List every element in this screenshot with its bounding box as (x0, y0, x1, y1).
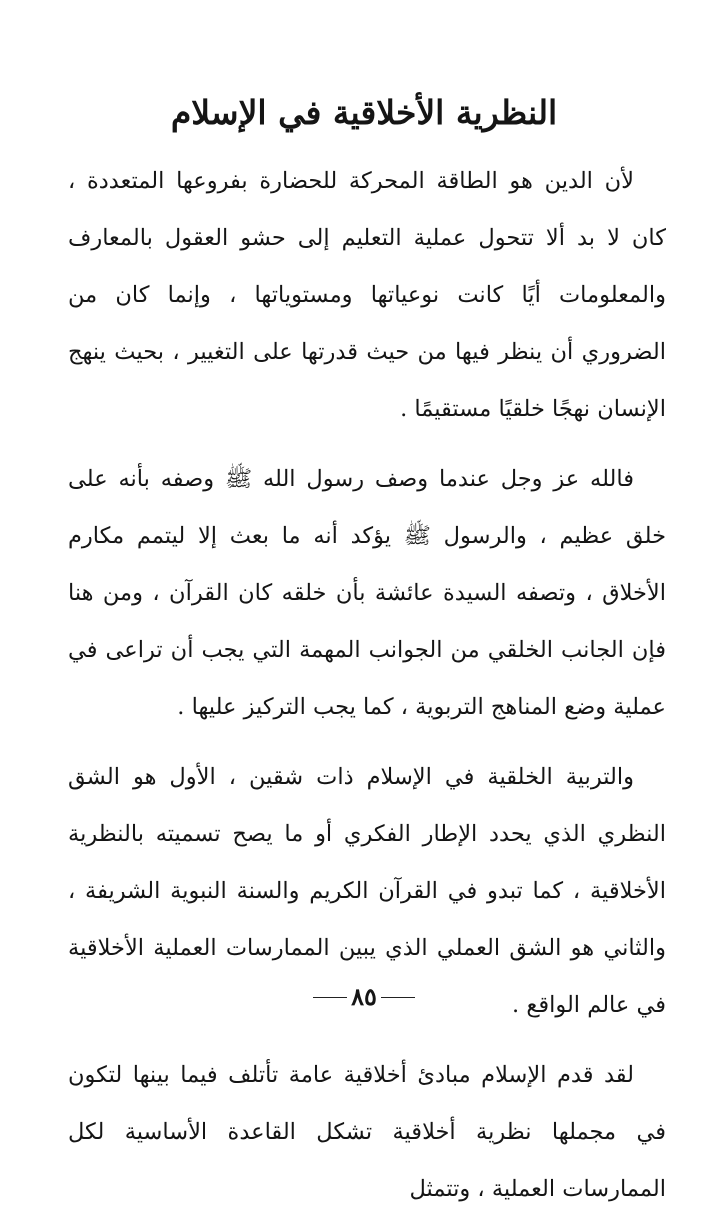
paragraph-3: والتربية الخلقية في الإسلام ذات شقين ، الأول هو الشق النظري الذي يحدد الإطار الفكري أو ما يصح تسميته بالنظرية الأخلاقية ، كما تبدو في القرآن الكريم والسنة النبوية الشريفة ، والثاني هو الشق العملي الذي يبين الممارسات العملية الأخلاقية في عالم الواقع . (68, 764, 666, 1018)
paragraph-1: لأن الدين هو الطاقة المحركة للحضارة بفروعها المتعددة ، كان لا بد ألا تتحول عملية التعليم إلى حشو العقول بالمعارف والمعلومات أيًا كانت نوعياتها ومستوياتها ، وإنما كان من الضروري أن ينظر فيها من حيث قدرتها على التغيير ، بحيث ينهج الإنسان نهجًا خلقيًا مستقيمًا . (68, 168, 666, 422)
footer-rule-left (313, 997, 347, 998)
paragraph-4: لقد قدم الإسلام مبادئ أخلاقية عامة تأتلف فيما بينها لتكون في مجملها نظرية أخلاقية تشكل القاعدة الأساسية لكل الممارسات العملية ، وتتمثل (68, 1062, 666, 1202)
footer-rule-right (381, 997, 415, 998)
paragraph-2: فالله عز وجل عندما وصف رسول الله ﷺ وصفه بأنه على خلق عظيم ، والرسول ﷺ يؤكد أنه ما بعث إلا ليتمم مكارم الأخلاق ، وتصفه السيدة عائشة بأن خلقه كان القرآن ، ومن هنا فإن الجانب الخلقي من الجوانب المهمة التي يجب أن تراعى في عملية وضع المناهج التربوية ، كما يجب التركيز عليها . (68, 466, 666, 720)
page-title: النظرية الأخلاقية في الإسلام (170, 93, 558, 132)
page-footer (0, 982, 728, 1012)
page-number: ٨٥ (351, 982, 377, 1011)
body-text (68, 153, 666, 1231)
